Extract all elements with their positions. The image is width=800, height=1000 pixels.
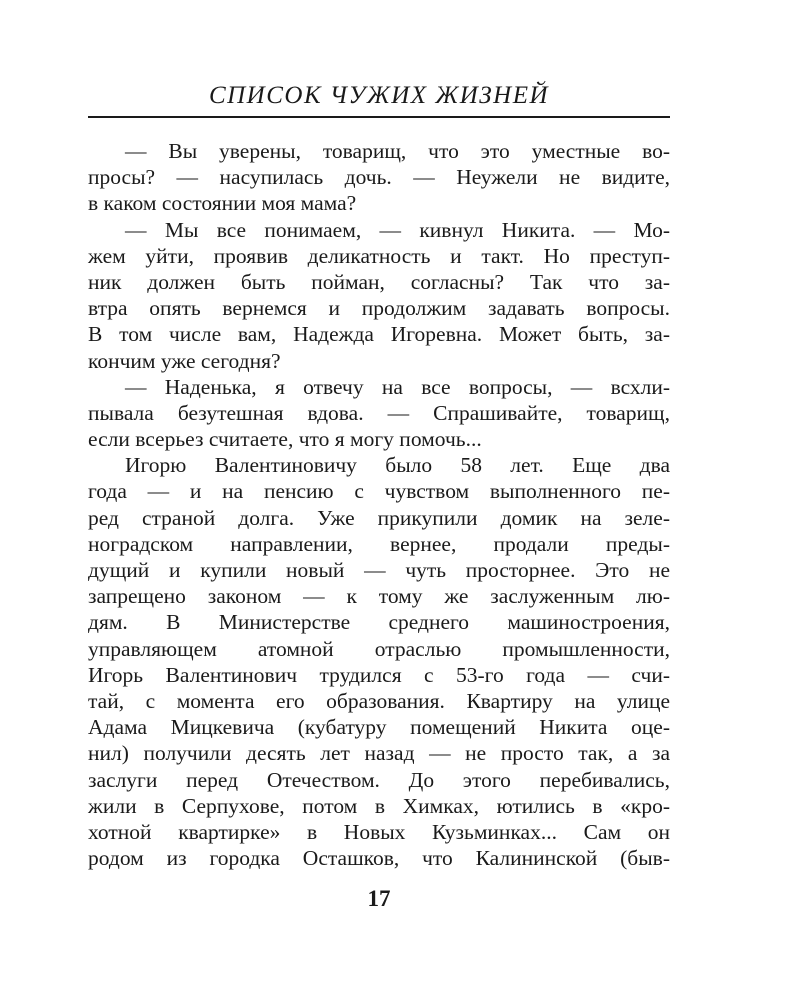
text-line: нил) получили десять лет назад — не просто так, а за — [88, 741, 670, 766]
text-line: запрещено законом — к тому же заслуженным лю- — [88, 584, 670, 609]
text-line: дущий и купили новый — чуть просторнее. Это не — [88, 558, 670, 582]
text-line: если всерьез считаете, что я могу помочь... — [88, 427, 482, 452]
text-line: дям. В Министерстве среднего машиностроения, — [88, 610, 670, 635]
text-line: — Мы все понимаем, — кивнул Никита. — Мо- — [125, 217, 670, 242]
text-line: втра опять вернемся и продолжим задавать вопросы. — [88, 296, 670, 321]
text-line: В том числе вам, Надежда Игоревна. Может быть, за- — [88, 322, 670, 347]
text-line: жем уйти, проявив деликатность и такт. Но преступ- — [88, 243, 670, 268]
text-line: пывала безутешная вдова. — Спрашивайте, товарищ, — [88, 400, 670, 425]
text-line: хотной квартирке» в Новых Кузьминках... Сам он — [88, 819, 670, 844]
text-line: — Наденька, я отвечу на все вопросы, — всхли- — [125, 374, 670, 399]
text-line: жили в Серпухове, потом в Химках, ютились в «кро- — [88, 793, 670, 818]
text-line: в каком состоянии моя мама? — [88, 191, 357, 216]
text-line: ник должен быть пойман, согласны? Так что за- — [88, 269, 670, 294]
text-line: — Вы уверены, товарищ, что это уместные во- — [125, 139, 670, 163]
header-rule — [88, 116, 670, 118]
text-line: кончим уже сегодня? — [88, 348, 281, 373]
text-line: ноградском направлении, вернее, продали преды- — [88, 531, 670, 556]
page-number: 17 — [367, 886, 391, 911]
text-line: родом из городка Осташков, что Калининской (быв- — [88, 846, 670, 871]
text-line: просы? — насупилась дочь. — Неужели не видите, — [88, 165, 670, 190]
text-line: Адама Мицкевича (кубатуру помещений Никита оце- — [88, 715, 670, 740]
text-line: года — и на пенсию с чувством выполненного пе- — [88, 479, 670, 504]
text-line: тай, с момента его образования. Квартиру на улице — [88, 688, 670, 713]
text-line: ред страной долга. Уже прикупили домик на зеле- — [88, 505, 670, 530]
body-text — [88, 138, 670, 871]
text-line: заслуги перед Отечеством. До этого перебивались, — [88, 767, 670, 792]
running-title: СПИСОК ЧУЖИХ ЖИЗНЕЙ — [208, 82, 550, 109]
text-line: управляющем атомной отраслью промышленности, — [88, 636, 670, 661]
text-line: Игорь Валентинович трудился с 53-го года — счи- — [88, 662, 670, 687]
text-line: Игорю Валентиновичу было 58 лет. Еще два — [125, 453, 670, 478]
